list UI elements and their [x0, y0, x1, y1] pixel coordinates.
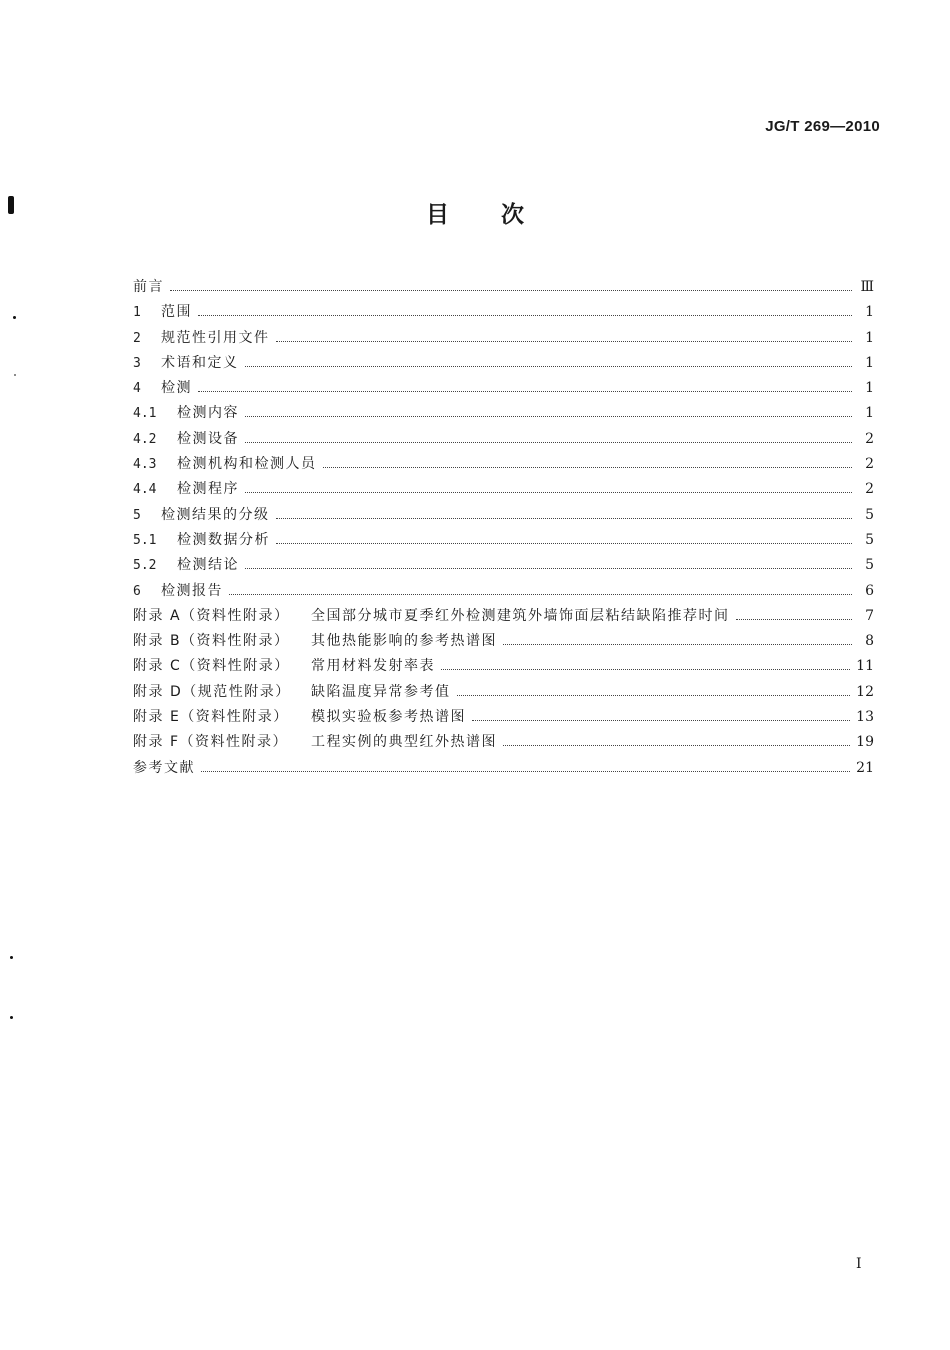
toc-number: 6: [133, 583, 141, 599]
toc-leader: [503, 644, 852, 645]
toc-number: 4.2: [133, 431, 157, 447]
toc-annex-number: 附录 E（资料性附录）: [133, 709, 289, 726]
toc-leader: [441, 669, 850, 670]
toc-leader: [245, 492, 852, 493]
toc-entry-1[interactable]: [133, 301, 878, 326]
toc-page: 19: [856, 734, 874, 751]
toc-page: 1: [865, 304, 874, 321]
toc-label: 全国部分城市夏季红外检测建筑外墙饰面层粘结缺陷推荐时间: [311, 607, 730, 624]
toc-label: 模拟实验板参考热谱图: [311, 709, 466, 726]
toc-page: 11: [856, 658, 874, 675]
toc-leader: [503, 745, 850, 746]
toc-label: 术语和定义: [161, 354, 239, 371]
toc-label: 检测: [161, 380, 192, 397]
toc-page: 1: [865, 329, 874, 346]
toc-leader: [276, 543, 852, 544]
scan-dot: [10, 956, 13, 959]
toc-entry-5[interactable]: [133, 504, 878, 529]
page-title: [0, 196, 950, 229]
toc-entry-5-1[interactable]: [133, 529, 878, 554]
toc-entry-annex-f[interactable]: [133, 731, 878, 756]
toc-leader: [245, 568, 852, 569]
scan-dot: [13, 316, 16, 319]
toc-page: 6: [865, 582, 874, 599]
toc-number: 5.2: [133, 558, 157, 574]
toc-entry-4[interactable]: [133, 377, 878, 402]
toc-label: 检测程序: [177, 481, 239, 498]
toc-leader: [245, 416, 852, 417]
toc-page: 1: [865, 354, 874, 371]
toc-page: Ⅲ: [860, 279, 874, 295]
toc-page: 1: [865, 405, 874, 422]
toc-label: 检测报告: [161, 582, 223, 599]
toc-annex-number: 附录 A（资料性附录）: [133, 607, 290, 624]
toc-page: 5: [865, 531, 874, 548]
toc-number: 3: [133, 355, 141, 371]
toc-page: 12: [856, 683, 874, 700]
toc-entry-annex-e[interactable]: [133, 706, 878, 731]
toc-label: 规范性引用文件: [161, 329, 270, 346]
toc-leader: [472, 720, 850, 721]
toc-label: 检测结论: [177, 557, 239, 574]
toc-page: 5: [865, 506, 874, 523]
toc-label: 缺陷温度异常参考值: [311, 683, 451, 700]
toc-number: 5: [133, 507, 141, 523]
toc-entry-4-3[interactable]: [133, 453, 878, 478]
page-number: I: [856, 1256, 862, 1272]
toc-page: 13: [856, 709, 874, 726]
toc-entry-references[interactable]: [133, 757, 878, 782]
toc-leader: [198, 315, 852, 316]
toc-entry-4-2[interactable]: [133, 428, 878, 453]
toc-leader: [276, 518, 853, 519]
toc-label: 检测机构和检测人员: [177, 456, 317, 473]
toc-entry-4-1[interactable]: [133, 402, 878, 427]
toc-entry-preface[interactable]: [133, 276, 878, 301]
toc-number: 4.3: [133, 457, 157, 473]
standard-code: JG/T 269—2010: [765, 118, 880, 135]
toc-entry-annex-a[interactable]: [133, 605, 878, 630]
title-char-1: 目: [426, 202, 449, 228]
toc-entry-5-2[interactable]: [133, 554, 878, 579]
toc-label: 检测内容: [177, 405, 239, 422]
title-char-2: 次: [501, 202, 524, 228]
scan-dot: [10, 1016, 13, 1019]
toc-leader: [276, 341, 853, 342]
toc-entry-annex-b[interactable]: [133, 630, 878, 655]
toc-entry-4-4[interactable]: [133, 478, 878, 503]
toc-label: 工程实例的典型红外热谱图: [311, 734, 497, 751]
toc-page: 7: [865, 607, 874, 624]
toc-label: 参考文献: [133, 759, 195, 776]
toc-annex-number: 附录 D（规范性附录）: [133, 683, 291, 700]
toc-entry-annex-c[interactable]: [133, 655, 878, 680]
toc-label: 检测数据分析: [177, 531, 270, 548]
toc-leader: [323, 467, 853, 468]
scan-mark: [8, 196, 14, 214]
toc-number: 4: [133, 381, 141, 397]
toc-leader: [245, 442, 852, 443]
toc-number: 5.1: [133, 532, 157, 548]
table-of-contents: [133, 276, 878, 782]
toc-leader: [229, 594, 852, 595]
toc-label: 检测结果的分级: [161, 506, 270, 523]
toc-entry-annex-d[interactable]: [133, 681, 878, 706]
toc-leader: [245, 366, 853, 367]
toc-entry-3[interactable]: [133, 352, 878, 377]
toc-page: 1: [865, 380, 874, 397]
toc-page: 21: [856, 759, 874, 776]
toc-leader: [736, 619, 853, 620]
toc-leader: [198, 391, 852, 392]
toc-page: 2: [865, 456, 874, 473]
toc-annex-number: 附录 B（资料性附录）: [133, 633, 290, 650]
toc-entry-2[interactable]: [133, 327, 878, 352]
toc-label: 其他热能影响的参考热谱图: [311, 633, 497, 650]
toc-page: 2: [865, 481, 874, 498]
toc-page: 2: [865, 430, 874, 447]
toc-label: 范围: [161, 304, 192, 321]
toc-annex-number: 附录 C（资料性附录）: [133, 658, 290, 675]
toc-number: 1: [133, 305, 141, 321]
toc-leader: [170, 290, 852, 291]
toc-leader: [201, 771, 850, 772]
toc-entry-6[interactable]: [133, 580, 878, 605]
toc-page: 8: [865, 633, 874, 650]
toc-leader: [457, 695, 851, 696]
toc-page: 5: [865, 557, 874, 574]
toc-number: 2: [133, 330, 141, 346]
toc-label: 前言: [133, 279, 164, 295]
toc-number: 4.4: [133, 482, 157, 498]
toc-number: 4.1: [133, 406, 157, 422]
scan-dot: [14, 374, 16, 376]
toc-label: 检测设备: [177, 430, 239, 447]
toc-annex-number: 附录 F（资料性附录）: [133, 734, 289, 751]
toc-label: 常用材料发射率表: [311, 658, 435, 675]
